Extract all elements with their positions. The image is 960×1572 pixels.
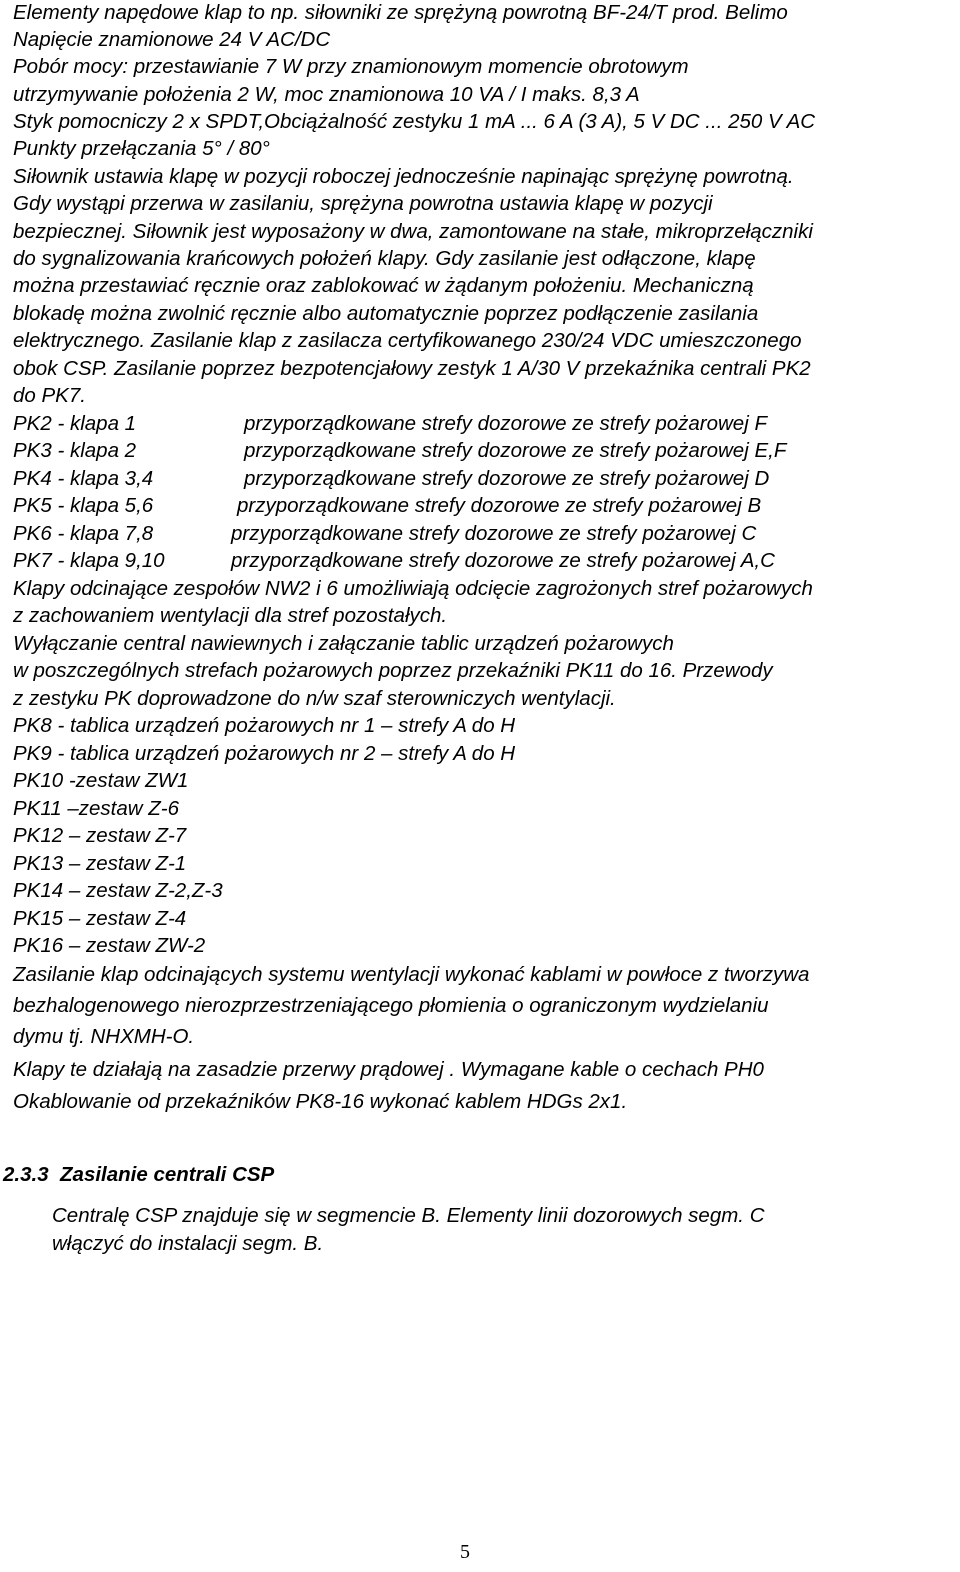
pk-row-desc: przyporządkowane strefy dozorowe ze strefy pożarowej D [244,467,770,490]
cable-line: bezhalogenowego nierozprzestrzeniającego płomienia o ograniczonym wydzielaniu [13,994,769,1017]
body-line: Zasilanie klap odcinających systemu wentylacji wykonać kablami w powłoce z tworzywa [13,963,810,986]
intro-line: obok CSP. Zasilanie poprzez bezpotencjałowy zestyk 1 A/30 V przekaźnika centrali PK2 [13,357,811,380]
intro-line: Gdy wystąpi przerwa w zasilaniu, sprężyna powrotna ustawia klapę w pozycji [13,192,713,215]
intro-line: Napięcie znamionowe 24 V AC/DC [13,28,331,51]
intro-line: elektrycznego. Zasilanie klap z zasilacza certyfikowanego 230/24 VDC umieszczonego [13,329,802,352]
intro-line: Siłownik ustawia klapę w pozycji roboczej jednocześnie napinając sprężynę powrotną. [13,165,794,188]
cable-line: Okablowanie od przekaźników PK8-16 wykonać kablem HDGs 2x1. [13,1090,628,1113]
pk-row-label: PK5 - klapa 5,6 [13,494,154,517]
body-line: w poszczególnych strefach pożarowych poprzez przekaźniki PK11 do 16. Przewody [13,659,773,682]
intro-line: do sygnalizowania krańcowych położeń klapy. Gdy zasilanie jest odłączone, klapę [13,247,756,270]
body-line: PK15 – zestaw Z-4 [13,907,187,930]
body-line: Wyłączanie central nawiewnych i załączanie tablic urządzeń pożarowych [13,632,674,655]
section-title: Zasilanie centrali CSP [60,1163,275,1186]
pk-row [13,466,770,492]
intro-line: Punkty przełączania 5° / 80° [13,137,270,160]
body-line: PK9 - tablica urządzeń pożarowych nr 2 – strefy A do H [13,742,516,765]
intro-line: bezpiecznej. Siłownik jest wyposażony w dwa, zamontowane na stałe, mikroprzełączniki [13,220,813,243]
body-line: PK10 -zestaw ZW1 [13,769,189,792]
body-line: PK12 – zestaw Z-7 [13,824,187,847]
body-line: PK14 – zestaw Z-2,Z-3 [13,879,223,902]
body-line: z zestyku PK doprowadzone do n/w szaf sterowniczych wentylacji. [13,687,616,710]
intro-line: Pobór mocy: przestawianie 7 W przy znamionowym momencie obrotowym [13,55,689,78]
body-line: PK16 – zestaw ZW-2 [13,934,206,957]
pk-row-label: PK3 - klapa 2 [13,439,137,462]
cable-line: Klapy te działają na zasadzie przerwy prądowej . Wymagane kable o cechach PH0 [13,1058,764,1081]
section-number: 2.3.3 [3,1163,49,1186]
pk-row-label: PK4 - klapa 3,4 [13,467,154,490]
body-line: Klapy odcinające zespołów NW2 i 6 umożliwiają odcięcie zagrożonych stref pożarowych [13,577,813,600]
pk-row-desc: przyporządkowane strefy dozorowe ze strefy pożarowej C [231,522,757,545]
body-line: PK11 –zestaw Z-6 [13,797,179,820]
intro-line: można przestawiać ręcznie oraz zablokować w żądanym położeniu. Mechaniczną [13,274,754,297]
pk-row-desc: przyporządkowane strefy dozorowe ze strefy pożarowej A,C [231,549,775,572]
pk-row [13,548,775,574]
intro-line: utrzymywanie położenia 2 W, moc znamionowa 10 VA / I maks. 8,3 A [13,83,640,106]
intro-line: Styk pomocniczy 2 x SPDT,Obciążalność zestyku 1 mA ... 6 A (3 A), 5 V DC ... 250 V AC [13,110,816,133]
section-line: Centralę CSP znajduje się w segmencie B. Elementy linii dozorowych segm. C [52,1204,765,1227]
section-heading [3,1162,274,1188]
pk-row-desc: przyporządkowane strefy dozorowe ze strefy pożarowej B [237,494,762,517]
pk-row [13,411,767,437]
pk-row-label: PK2 - klapa 1 [13,412,137,435]
intro-line: Elementy napędowe klap to np. siłowniki ze sprężyną powrotną BF-24/T prod. Belimo [13,1,788,24]
pk-row-label: PK7 - klapa 9,10 [13,549,165,572]
page-number: 5 [460,1541,470,1563]
body-line: z zachowaniem wentylacji dla stref pozostałych. [13,604,448,627]
intro-line: do PK7. [13,384,86,407]
pk-row [13,493,762,519]
intro-line: blokadę można zwolnić ręcznie albo automatycznie poprzez podłączenie zasilania [13,302,759,325]
body-line: PK13 – zestaw Z-1 [13,852,187,875]
pk-row-desc: przyporządkowane strefy dozorowe ze strefy pożarowej F [244,412,767,435]
pk-row [13,438,787,464]
pk-row-desc: przyporządkowane strefy dozorowe ze strefy pożarowej E,F [244,439,787,462]
pk-row-label: PK6 - klapa 7,8 [13,522,154,545]
pk-row [13,521,757,547]
cable-line: dymu tj. NHXMH-O. [13,1025,195,1048]
section-line: włączyć do instalacji segm. B. [52,1232,324,1255]
body-line: PK8 - tablica urządzeń pożarowych nr 1 – strefy A do H [13,714,516,737]
